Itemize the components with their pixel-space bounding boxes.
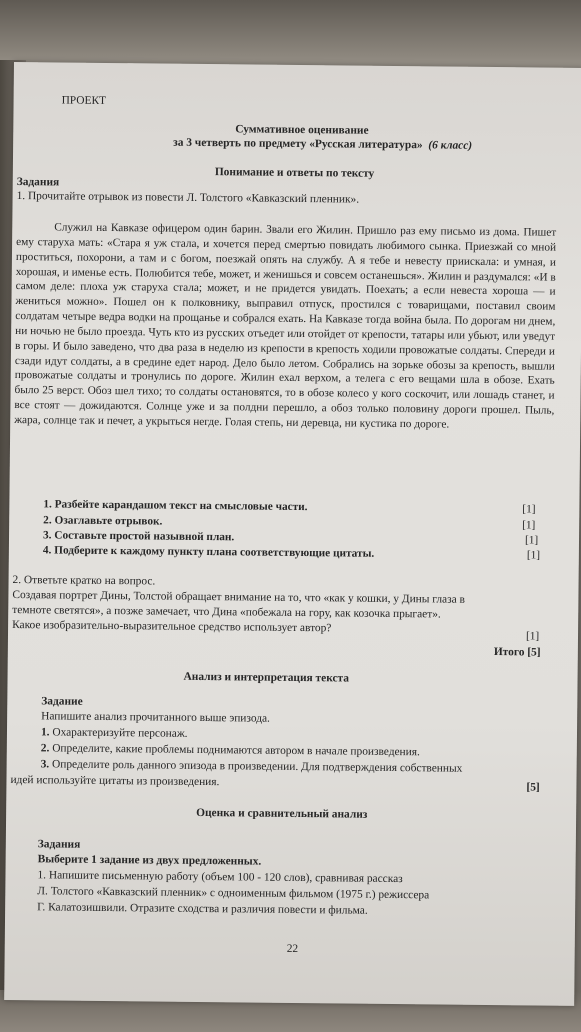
page-number: 22 [286, 942, 299, 956]
section2-intro: Напишите анализ прочитанного выше эпизода. [41, 710, 270, 725]
question-3-mark: [1] [524, 534, 539, 547]
task2-line-2: темноте светятся», а позже замечает, что Дина «побежала на гору, как козочка прыгает». [12, 604, 441, 621]
task1-instruction: 1. Прочитайте отрывок из повести Л. Толстого «Кавказский пленник». [16, 190, 360, 206]
section3-tasks-label: Задания [37, 838, 81, 851]
task2-mark: [1] [525, 630, 540, 643]
task2-line-3: Какое изобразительно-выразительное средство использует автор? [12, 619, 332, 635]
document-page [4, 62, 581, 1006]
question-4-mark: [1] [526, 549, 541, 562]
section3-line-3: Г. Калатозишвили. Отразите сходства и различия повести и фильма. [37, 901, 368, 917]
section1-tasks-label: Задания [16, 176, 60, 189]
section2-heading: Анализ и интерпретация текста [183, 670, 350, 685]
question-2-mark: [1] [522, 519, 536, 532]
section3-line-1: 1. Напишите письменную работу (объем 100 - 120 слов), сравнивая рассказ [37, 869, 403, 886]
total-score: Итого [5] [493, 646, 541, 659]
section2-task-label: Задание [41, 695, 83, 708]
document-title: Суммативное оценивание [235, 123, 369, 137]
section2-item-2: 2. Определите, какие проблемы поднимаются автором в начале произведения. [40, 742, 420, 759]
grade-label: (6 класс) [428, 139, 473, 152]
question-1-mark: [1] [522, 503, 536, 516]
question-2: 2. Озаглавьте отрывок. [43, 514, 163, 528]
section3-choose: Выберите 1 задание из двух предложенных. [37, 853, 262, 868]
question-1: 1. Разбейте карандашом текст на смысловые части. [43, 498, 308, 514]
excerpt-text: Служил на Кавказе офицером один барин. Звали его Жилин. Пришло раз ему письмо из дома. Пишет ему старуха мать: «Стара я уж стала, и хочется перед смертью повидать любимого сынка. Приезжай со мной проститься, похорони, а там и с богом, поезжай опять на службу. А я тебе и невесту приискала: и умная, и хорошая, и именье есть. Полюбится тебе, может, и женишься и совсем останешься». Жилин и раздумался: «И в самом деле: плоха уж старуха стала; может, и не придется увидать. Поехать; а если невеста хороша — и жениться можно». Пошел он к полковнику, выправил отпуск, простился с товарищами, поставил своим солдатам четыре ведра водки на прощанье и собрался ехать. На Кавказе тогда война была. По дорогам ни днем, ни ночью не было проезда. Чуть кто из русских отъедет или отойдет от крепости, татары или убьют, или уведут в горы. И было заведено, что два раза в неделю из крепости в крепость ходили провожатые солдаты. Спереди и сзади идут солдаты, а в средине едет народ. Дело было летом. Собрались на зорьке обозы за крепость, вышли провожатые солдаты и тронулись по дороге. Жилин ехал верхом, а телега с его вещами шла в обозе. Ехать было 25 верст. Обоз шел тихо; то солдаты остановятся, то в обозе колесо у кого соскочит, или лошадь станет, и все стоят — дожидаются. Солнце уже и за полдни перешло, а обоз только половину дороги прошел. Пыль, жара, солнце так и печет, а укрыться негде. Голая степь, ни деревца, ни кустика по дороге. [14, 221, 557, 431]
section1-heading: Понимание и ответы по тексту [214, 166, 375, 180]
section2-mark: [5] [526, 781, 540, 794]
question-3: 3. Составьте простой назывной план. [42, 529, 235, 544]
section2-item-3: 3. Определите роль данного эпизода в произведении. Для подтверждения собственных [40, 758, 463, 775]
document-subtitle: за 3 четверть по предмету «Русская литература» [173, 136, 423, 152]
section2-item-3-continued: идей используйте цитаты из произведения. [10, 774, 220, 789]
section2-item-1: 1. Охарактеризуйте персонаж. [40, 726, 188, 740]
question-4: 4. Подберите к каждому пункту плана соответствующие цитаты. [42, 544, 375, 560]
task2-line-1: Создавая портрет Дины, Толстой обращает внимание на то, что «как у кошки, у Дины глаза в [12, 589, 465, 606]
section3-heading: Оценка и сравнительный анализ [196, 806, 368, 821]
document-subtitle-line [173, 136, 472, 153]
section3-line-2: Л. Толстого «Кавказский пленник» с одноименным фильмом (1975 г.) режиссера [37, 885, 430, 902]
project-label: ПРОЕКТ [61, 94, 107, 107]
task2-label: 2. Ответьте кратко на вопрос. [12, 574, 156, 588]
